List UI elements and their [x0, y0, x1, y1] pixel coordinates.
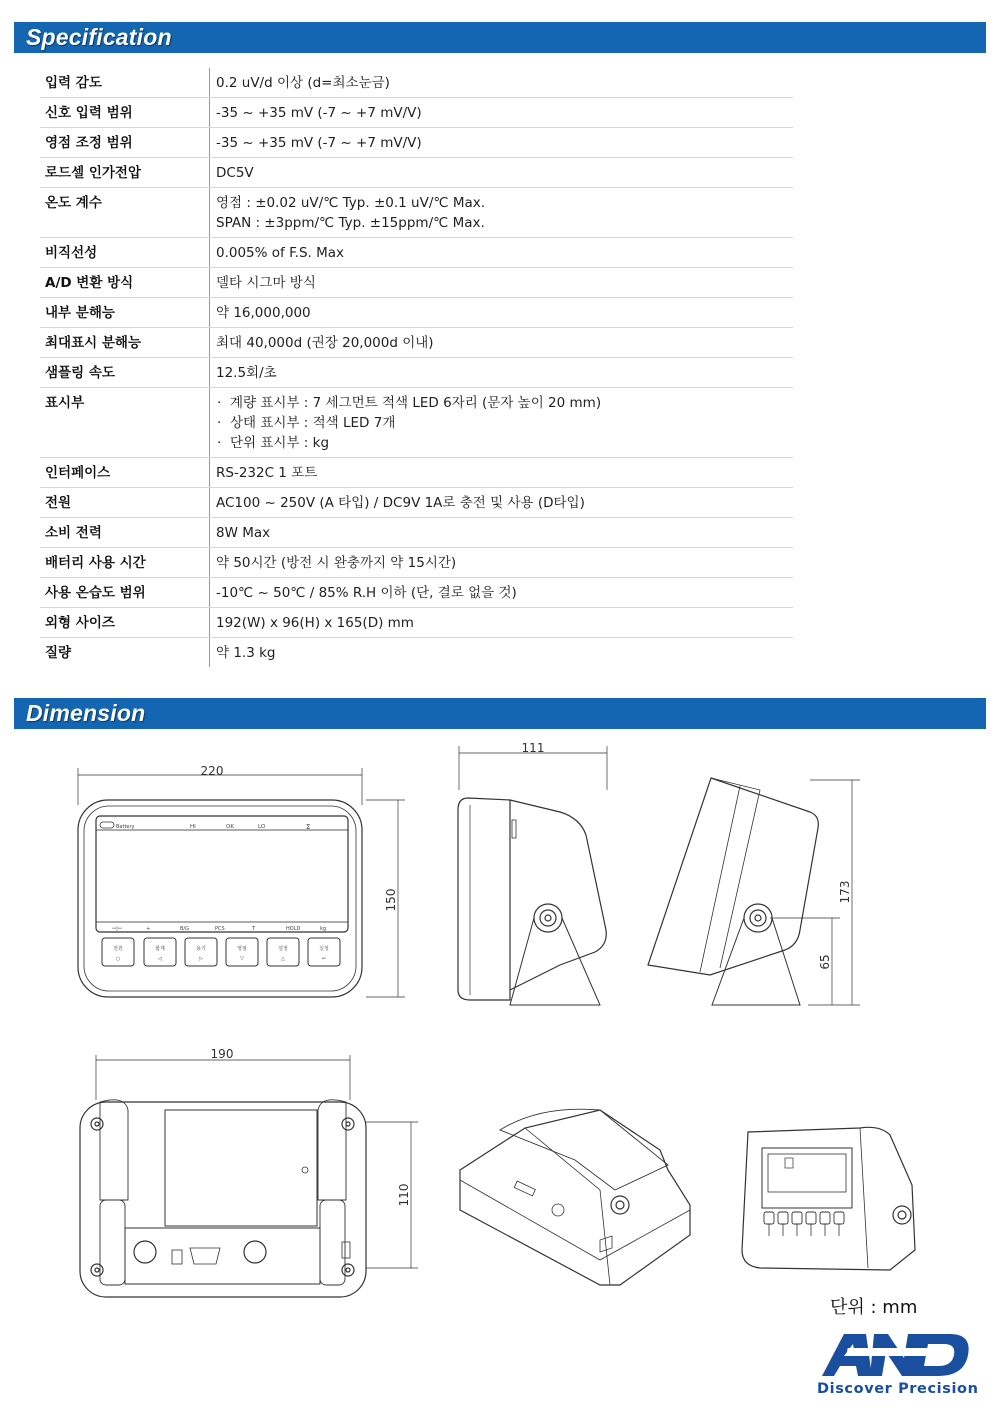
spec-value-line: -35 ~ +35 mV (-7 ~ +7 mV/V) — [216, 135, 422, 151]
annunciator-plus: + — [146, 926, 151, 932]
spec-value-line: 델타 시그마 방식 — [216, 275, 316, 291]
spec-bullet-item: · 상태 표시부 : 적색 LED 7개 — [216, 413, 793, 433]
annunciator-zero: ꟷ|ꟷ — [112, 926, 122, 932]
dimension-title: Dimension — [26, 700, 146, 726]
svg-text:↵: ↵ — [321, 956, 327, 962]
side-axis-dimension: 65 — [818, 954, 832, 970]
spec-label: 영점 조정 범위 — [40, 128, 210, 158]
spec-value-line: 12.5회/초 — [216, 365, 277, 381]
key-power: 전원 — [113, 946, 123, 952]
key-set: 설정 — [278, 946, 288, 952]
rear-view — [80, 1047, 418, 1297]
spec-value-line: 약 1.3 kg — [216, 645, 276, 661]
annunciator-kg: kg — [320, 926, 327, 932]
front-view — [78, 764, 405, 997]
spec-label: 온도 계수 — [40, 188, 210, 238]
isometric-front-view — [742, 1127, 915, 1270]
spec-label: 표시부 — [40, 388, 210, 458]
annunciator-bg: B/G — [180, 926, 189, 932]
spec-value-line: -10℃ ~ 50℃ / 85% R.H 이하 (단, 결로 없을 것) — [216, 585, 517, 601]
svg-text:▽: ▽ — [240, 956, 244, 962]
spec-value-line: 192(W) x 96(H) x 165(D) mm — [216, 615, 414, 631]
svg-text:○: ○ — [115, 956, 121, 962]
spec-label: 소비 전력 — [40, 518, 210, 548]
brand-tagline: Discover Precision — [817, 1381, 979, 1397]
spec-label: 내부 분해능 — [40, 298, 210, 328]
status-hi: HI — [190, 824, 196, 830]
side-view — [458, 741, 607, 1005]
status-lo: LO — [258, 824, 266, 830]
spec-value-line: SPAN : ±3ppm/℃ Typ. ±15ppm/℃ Max. — [216, 215, 485, 231]
status-sigma: Σ — [306, 823, 311, 831]
key-zero: 영점 — [237, 946, 247, 952]
rear-height-dimension: 110 — [397, 1183, 411, 1207]
spec-value-line: AC100 ~ 250V (A 타입) / DC9V 1A로 충전 및 사용 (D타입) — [216, 495, 585, 511]
spec-value-line: RS-232C 1 포트 — [216, 465, 318, 481]
spec-value-line: 약 50시간 (방전 시 완충까지 약 15시간) — [216, 555, 457, 571]
front-height-dimension: 150 — [384, 888, 398, 912]
svg-text:△: △ — [281, 956, 285, 962]
spec-label: 인터페이스 — [40, 458, 210, 488]
spec-value-line: 0.005% of F.S. Max — [216, 245, 345, 261]
unit-note: 단위 : mm — [830, 1297, 918, 1318]
rear-width-dimension: 190 — [210, 1047, 234, 1061]
spec-bullet-item: · 단위 표시부 : kg — [216, 433, 793, 453]
spec-label: 최대표시 분해능 — [40, 328, 210, 358]
spec-value-line: -35 ~ +35 mV (-7 ~ +7 mV/V) — [216, 105, 422, 121]
annunciator-pcs: PCS — [215, 926, 225, 932]
isometric-rear-view — [460, 1109, 690, 1285]
key-sum: 합계 — [155, 946, 165, 952]
spec-value-line: 8W Max — [216, 525, 271, 541]
svg-text:◁: ◁ — [158, 956, 162, 962]
side-view-tilted — [648, 778, 860, 1005]
key-enter: 실정 — [319, 946, 329, 952]
spec-label: A/D 변환 방식 — [40, 268, 210, 298]
spec-bullet-item: · 계량 표시부 : 7 세그먼트 적색 LED 6자리 (문자 높이 20 mm) — [216, 393, 793, 413]
spec-value-line: 최대 40,000d (권장 20,000d 이내) — [216, 335, 434, 351]
specification-title: Specification — [26, 24, 172, 50]
spec-label: 샘플링 속도 — [40, 358, 210, 388]
status-ok: OK — [226, 824, 234, 830]
spec-label: 신호 입력 범위 — [40, 98, 210, 128]
side-height-dimension: 173 — [838, 880, 852, 904]
spec-value-line: 약 16,000,000 — [216, 305, 311, 321]
spec-value-line: 0.2 uV/d 이상 (d=최소눈금) — [216, 75, 390, 91]
front-width-dimension: 220 — [200, 764, 224, 778]
spec-label: 전원 — [40, 488, 210, 518]
battery-label: Battery — [116, 824, 135, 830]
spec-value-line: DC5V — [216, 165, 254, 181]
annunciator-tare: T — [252, 926, 256, 932]
spec-label: 외형 사이즈 — [40, 608, 210, 638]
spec-label: 입력 감도 — [40, 68, 210, 98]
spec-label: 질량 — [45, 645, 72, 661]
key-tare: 용기 — [196, 946, 206, 952]
spec-label: 비직선성 — [40, 238, 210, 268]
spec-value-line: 영점 : ±0.02 uV/℃ Typ. ±0.1 uV/℃ Max. — [216, 195, 486, 211]
side-depth-dimension: 111 — [521, 741, 545, 755]
spec-label: 로드셀 인가전압 — [40, 158, 210, 188]
spec-label: 배터리 사용 시간 — [40, 548, 210, 578]
svg-text:▷: ▷ — [199, 956, 203, 962]
spec-label: 사용 온습도 범위 — [40, 578, 210, 608]
annunciator-hold: HOLD — [286, 926, 301, 932]
